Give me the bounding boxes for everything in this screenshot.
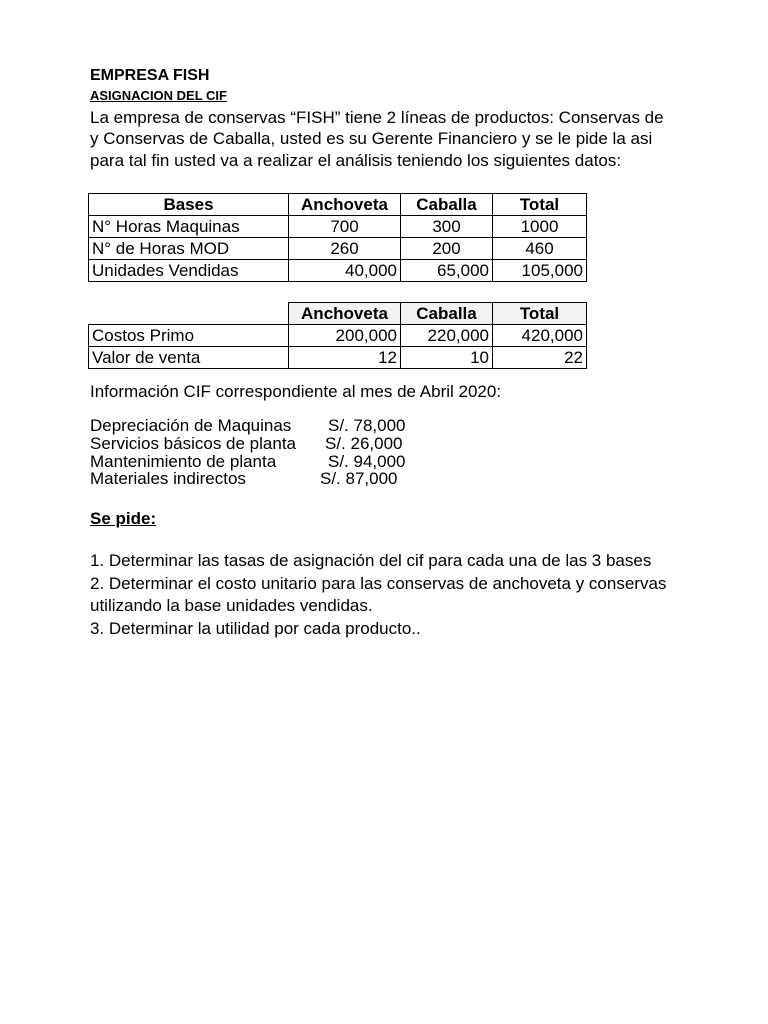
header-caballa: Caballa <box>401 194 493 216</box>
cell-anchoveta: 260 <box>289 238 401 260</box>
cif-heading: Información CIF correspondiente al mes de Abril 2020: <box>90 382 502 401</box>
header-caballa: Caballa <box>401 303 493 325</box>
table-row <box>89 347 587 369</box>
row-label: Costos Primo <box>89 325 289 347</box>
header-anchoveta: Anchoveta <box>289 303 401 325</box>
se-pide-heading: Se pide: <box>90 509 157 528</box>
task-line-3: utilizando la base unidades vendidas. <box>90 596 373 615</box>
cif-item <box>90 470 398 488</box>
cif-value: S/. 94,000 <box>328 452 406 471</box>
cell-total: 105,000 <box>493 260 587 282</box>
cell-total: 22 <box>493 347 587 369</box>
intro-line-2: y Conservas de Caballa, usted es su Gerente Financiero y se le pide la asi <box>90 129 653 148</box>
table-header-row <box>89 194 587 216</box>
cell-total: 1000 <box>493 216 587 238</box>
cif-label: Mantenimiento de planta <box>90 452 277 471</box>
header-bases: Bases <box>89 194 289 216</box>
task-line-2: 2. Determinar el costo unitario para las conservas de anchoveta y conservas <box>90 574 667 593</box>
cell-anchoveta: 200,000 <box>289 325 401 347</box>
document-subtitle: ASIGNACION DEL CIF <box>90 88 227 103</box>
cif-value: S/. 87,000 <box>320 469 398 488</box>
header-anchoveta: Anchoveta <box>289 194 401 216</box>
cif-value: S/. 78,000 <box>328 416 406 435</box>
cell-total: 460 <box>493 238 587 260</box>
table-row <box>89 260 587 282</box>
intro-line-1: La empresa de conservas “FISH” tiene 2 líneas de productos: Conservas de <box>90 108 664 127</box>
cell-caballa: 200 <box>401 238 493 260</box>
table-row <box>89 325 587 347</box>
cell-anchoveta: 40,000 <box>289 260 401 282</box>
cif-item <box>90 435 403 453</box>
header-empty <box>89 303 289 325</box>
table-row <box>89 238 587 260</box>
table-header-row <box>89 303 587 325</box>
table-row <box>89 216 587 238</box>
cif-label: Depreciación de Maquinas <box>90 416 292 435</box>
row-label: Valor de venta <box>89 347 289 369</box>
bases-table <box>88 193 587 282</box>
cell-caballa: 10 <box>401 347 493 369</box>
cif-label: Materiales indirectos <box>90 469 246 488</box>
row-label: N° de Horas MOD <box>89 238 289 260</box>
header-total: Total <box>493 303 587 325</box>
costs-table <box>88 302 587 369</box>
cell-caballa: 300 <box>401 216 493 238</box>
cif-label: Servicios básicos de planta <box>90 434 297 453</box>
document-title: EMPRESA FISH <box>90 67 210 84</box>
cell-anchoveta: 12 <box>289 347 401 369</box>
header-total: Total <box>493 194 587 216</box>
task-line-4: 3. Determinar la utilidad por cada producto.. <box>90 619 421 638</box>
cif-item <box>90 417 406 435</box>
row-label: N° Horas Maquinas <box>89 216 289 238</box>
task-line-1: 1. Determinar las tasas de asignación del cif para cada una de las 3 bases <box>90 551 652 570</box>
cif-value: S/. 26,000 <box>325 434 403 453</box>
row-label: Unidades Vendidas <box>89 260 289 282</box>
cell-anchoveta: 700 <box>289 216 401 238</box>
cell-total: 420,000 <box>493 325 587 347</box>
cell-caballa: 220,000 <box>401 325 493 347</box>
intro-line-3: para tal fin usted va a realizar el análisis teniendo los siguientes datos: <box>90 151 622 170</box>
cell-caballa: 65,000 <box>401 260 493 282</box>
